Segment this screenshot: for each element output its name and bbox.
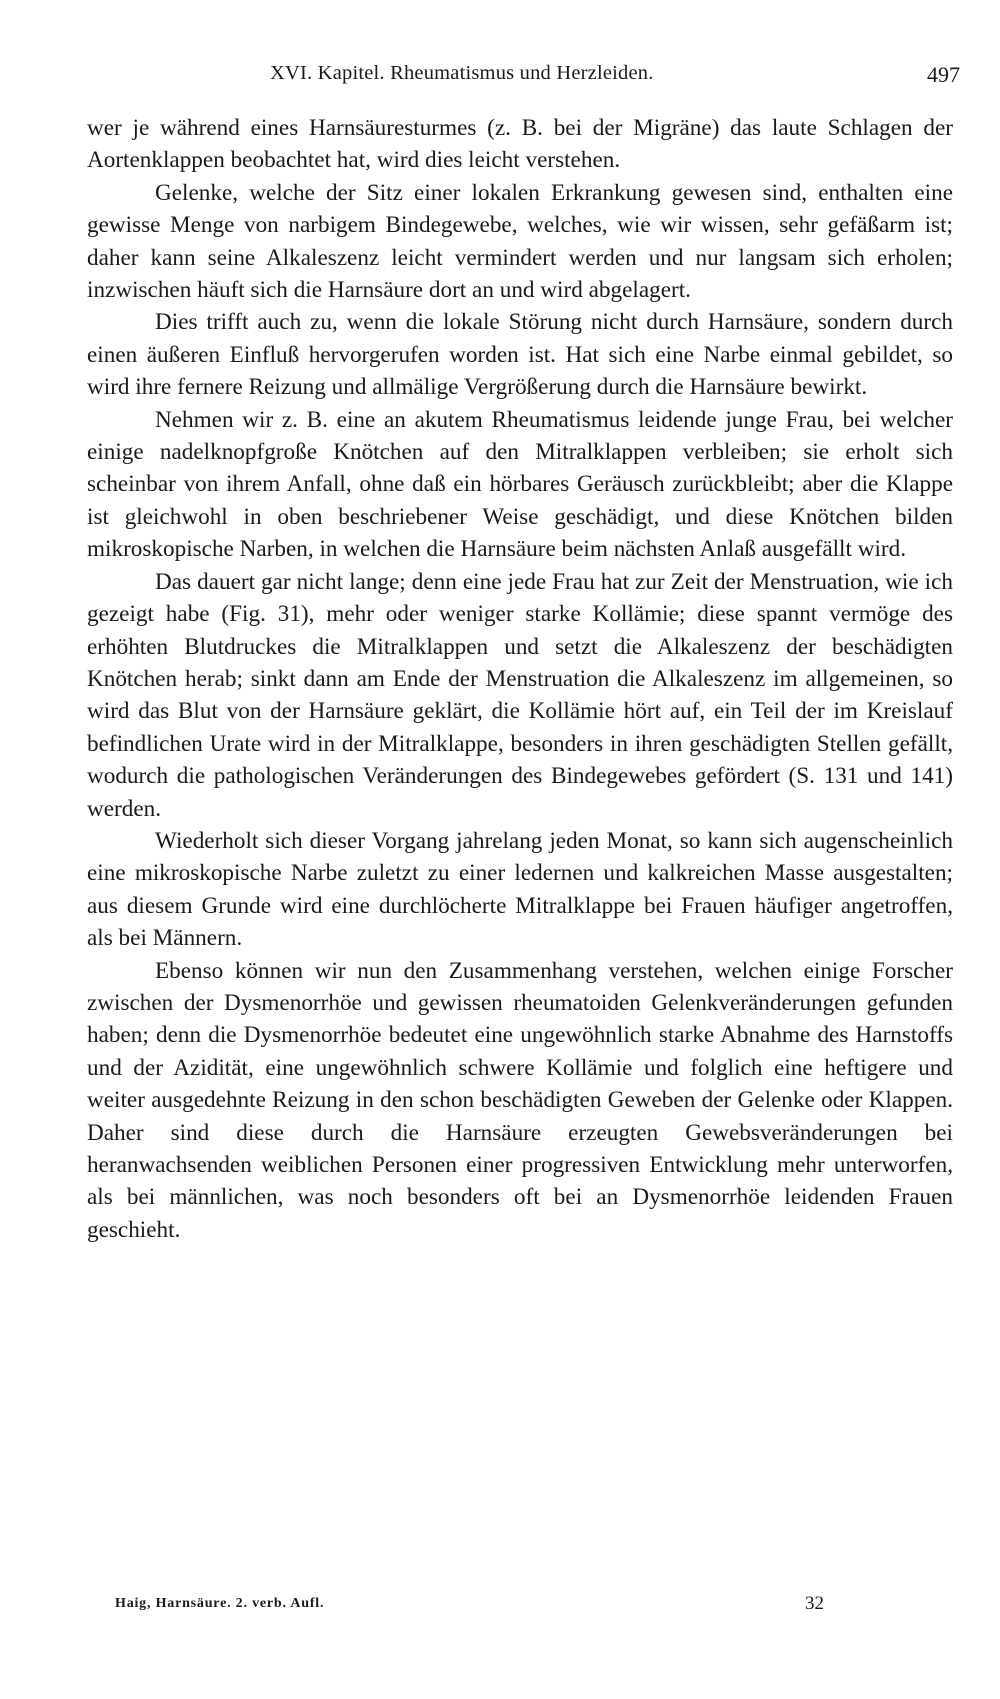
paragraph-1: wer je während eines Harnsäuresturmes (z. B. bei der Migräne) das laute Schlagen der Aortenklappen beobachtet hat, wird dies leicht verstehen. xyxy=(87,115,953,174)
running-head xyxy=(80,62,960,92)
footer-book-note: Haig, Harnsäure. 2. verb. Aufl. xyxy=(115,1596,325,1611)
signature-mark: 32 xyxy=(805,1593,824,1614)
paragraph-5: Das dauert gar nicht lange; denn eine jede Frau hat zur Zeit der Menstruation, wie ich gezeigt habe (Fig. 31), mehr oder weniger starke Kollämie; diese spannt vermöge des erhöhten Blutdruckes die Mitralklappen und setzt die Alkaleszenz der beschädigten Knötchen herab; sinkt dann am Ende der Menstruation die Alkaleszenz im allgemeinen, so wird das Blut von der Harnsäure geklärt, die Kollämie hört auf, ein Teil der im Kreislauf befindlichen Urate wird in der Mitralklappe, besonders in ihren geschädigten Stellen gefällt, wodurch die pathologischen Veränderungen des Bindegewebes gefördert (S. 131 und 141) werden. xyxy=(87,568,953,822)
body-text xyxy=(87,112,953,1246)
running-title: XVI. Kapitel. Rheumatismus und Herzleiden. xyxy=(270,62,654,84)
page-number: 497 xyxy=(927,62,960,87)
paragraph-2: Gelenke, welche der Sitz einer lokalen Erkrankung gewesen sind, enthalten eine gewisse Menge von narbigem Bindegewebe, welches, wie wir wissen, sehr gefäßarm ist; daher kann seine Alkaleszenz leicht vermindert werden und nur langsam sich erholen; inzwischen häuft sich die Harnsäure dort an und wird abgelagert. xyxy=(87,179,953,304)
page-footer xyxy=(115,1593,855,1620)
paragraph-3: Dies trifft auch zu, wenn die lokale Störung nicht durch Harnsäure, sondern durch einen äußeren Einfluß hervorgerufen worden ist. Hat sich eine Narbe einmal gebildet, so wird ihre fernere Reizung und allmälige Vergrößerung durch die Harnsäure bewirkt. xyxy=(87,309,953,401)
paragraph-6: Wiederholt sich dieser Vorgang jahrelang jeden Monat, so kann sich augenscheinlich eine mikroskopische Narbe zuletzt zu einer ledernen und kalkreichen Masse ausgestalten; aus diesem Grunde wird eine durchlöcherte Mitralklappe bei Frauen häufiger angetroffen, als bei Männern. xyxy=(87,827,953,952)
paragraph-7: Ebenso können wir nun den Zusammenhang verstehen, welchen einige Forscher zwischen der Dysmenorrhöe und gewissen rheumatoiden Gelenkveränderungen gefunden haben; denn die Dysmenorrhöe bedeutet eine ungewöhnlich starke Abnahme des Harnstoffs und der Azidität, eine ungewöhnlich schwere Kollämie und folglich eine heftigere und weiter ausgedehnte Reizung in den schon beschädigten Geweben der Gelenke oder Klappen. Daher sind diese durch die Harnsäure erzeugten Gewebsveränderungen bei heranwachsenden weiblichen Personen einer progressiven Entwicklung mehr unterworfen, als bei männlichen, was noch besonders oft bei an Dysmenorrhöe leidenden Frauen geschieht. xyxy=(87,957,953,1243)
paragraph-4: Nehmen wir z. B. eine an akutem Rheumatismus leidende junge Frau, bei welcher einige nadelknopfgroße Knötchen auf den Mitralklappen verbleiben; sie erholt sich scheinbar von ihrem Anfall, ohne daß ein hörbares Geräusch zurückbleibt; aber die Klappe ist gleichwohl in oben beschriebener Weise geschädigt, und diese Knötchen bilden mikroskopische Narben, in welchen die Harnsäure beim nächsten Anlaß ausgefällt wird. xyxy=(87,406,953,563)
